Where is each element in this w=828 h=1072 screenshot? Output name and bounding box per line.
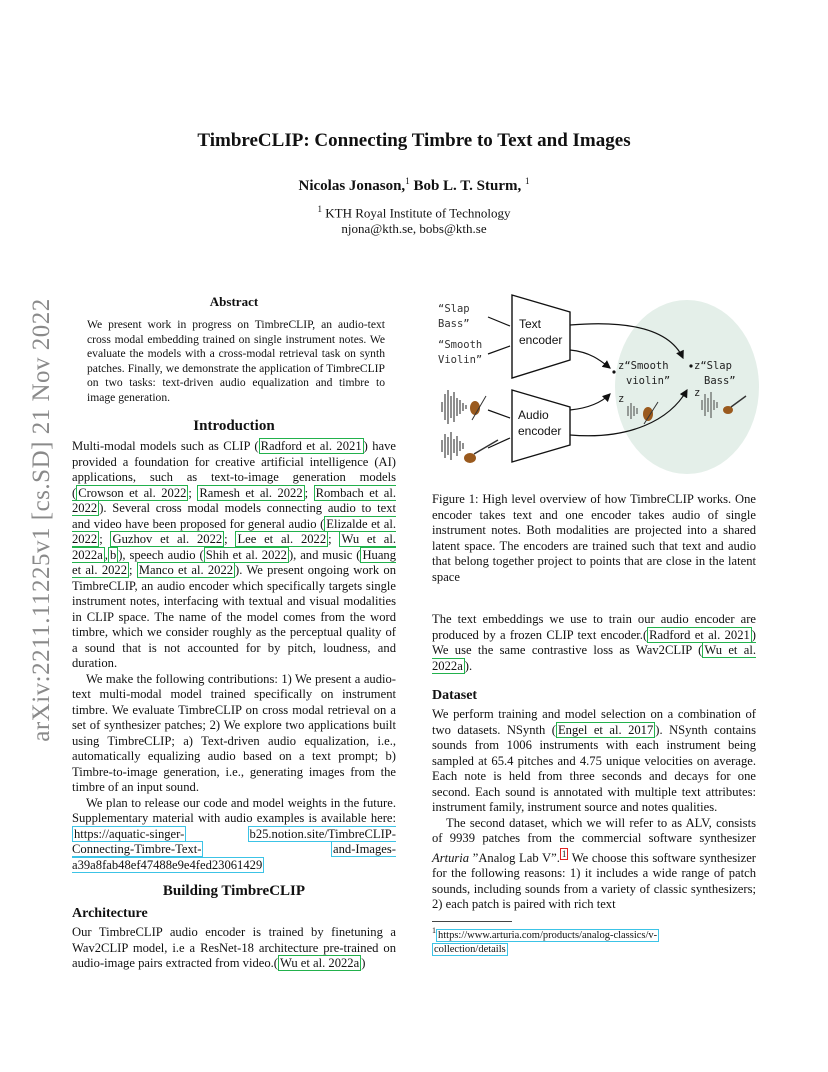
intro-paragraph-3: We plan to release our code and model weights in the future. Supplementary material with audio examples is available here: https://aquatic-singer- b25.notion.site/TimbreCLIP-Connecting-Timbre-Text- and-Images-a39a8fab48ef47488e9e4fed23061429 bbox=[72, 795, 396, 872]
dataset-paragraph-1: We perform training and model selection on a combination of two datasets. NSynth ( Engel et al. 2017 ). NSynth contains sounds from 1006 instruments with each instrument being sampled at 65.4 pitches and 4.75 unique velocities on average. Each note is held from three seconds and decays for one second. Each sound is annotated with multiple text attributes: instrument family, instrument source and notes qualities. bbox=[432, 707, 756, 814]
citation-link[interactable]: Engel et al. 2017 bbox=[557, 722, 654, 737]
citation-link[interactable]: Radford et al. 2021 bbox=[649, 627, 750, 642]
text-encoder-label: Text encoder bbox=[519, 317, 563, 347]
paper-title: TimbreCLIP: Connecting Timbre to Text and Images bbox=[197, 130, 631, 151]
dataset-paragraph-2: The second dataset, which we will refer to as ALV, consists of 9939 patches from the commercial software synthesizer Arturia ”Analog Lab V”. $^1$ We choose this software synthesizer for the following reasons: 1) it includes a wide range of patch sounds, including sounds from a variety of classic synthesizers; 2) each patch is paired with rich text bbox=[432, 815, 756, 912]
architecture-continued-paragraph: The text embeddings we use to train our audio encoder are produced by a frozen CLIP text encoder.( Radford et al. 2021 ) We use the same contrastive loss as Wav2CLIP ( Wu et al. 2022a ). bbox=[432, 612, 756, 673]
author-list bbox=[0, 176, 828, 195]
figure-1-caption: Figure 1: High level overview of how TimbreCLIP works. One encoder takes text and one encoder takes audio of single instrument notes. Both modalities are projected into a shared latent space. The encoders are trained such that text and audio that belong together project to points that are close in the latent space bbox=[432, 492, 756, 584]
citation-link[interactable]: Guzhov et al. 2022 bbox=[112, 532, 223, 546]
footnote-url-link[interactable]: https://www.arturia.com/products/analog-classics/v- bbox=[438, 929, 658, 941]
citation-link[interactable]: Rombach et al. 2022 bbox=[72, 485, 396, 515]
affiliation-mark: 1 bbox=[525, 176, 530, 186]
abstract-heading: Abstract bbox=[209, 294, 259, 309]
figure-1-diagram bbox=[430, 290, 760, 482]
supplementary-url-link[interactable]: https://aquatic-singer- bbox=[74, 826, 185, 841]
z-slap-bass-label: z“Slap Bass” bbox=[694, 360, 736, 387]
waveform-icon bbox=[442, 390, 466, 424]
slap-bass-input-label: “Slap Bass” bbox=[438, 303, 470, 330]
audio-encoder-label: Audio encoder bbox=[518, 408, 562, 438]
supplementary-url-link[interactable]: and-Images-a39a8fab48ef47488e9e4fed23061429 bbox=[72, 842, 396, 872]
arrow-line bbox=[488, 317, 510, 326]
citation-link[interactable]: Wu et al. 2022a bbox=[72, 532, 396, 562]
arxiv-id-text: arXiv:2211.11225v1 [cs.SD] 21 Nov 2022 bbox=[28, 298, 55, 742]
affiliation bbox=[0, 201, 828, 237]
latent-space-region bbox=[615, 300, 759, 474]
affiliation-mark: 1 bbox=[405, 176, 410, 186]
citation-link[interactable]: Elizalde et al. 2022 bbox=[72, 516, 396, 546]
z-audio-label: z bbox=[694, 387, 701, 399]
citation-link[interactable]: Manco et al. 2022 bbox=[138, 563, 234, 577]
citation-link[interactable]: Ramesh et al. 2022 bbox=[199, 485, 303, 500]
supplementary-url-link[interactable]: b25.notion.site/TimbreCLIP-Connecting-Timbre-Text- bbox=[72, 826, 396, 856]
embedding-arrow bbox=[570, 350, 610, 368]
footnote bbox=[432, 924, 756, 957]
author-name: Bob L. T. Sturm, bbox=[413, 178, 522, 194]
affiliation-mark: 1 bbox=[317, 204, 323, 214]
citation-link[interactable]: Wu et al. 2022a bbox=[279, 956, 360, 970]
z-audio-label: z bbox=[618, 393, 625, 405]
building-heading: Building TimbreCLIP bbox=[162, 883, 306, 899]
citation-link[interactable]: Crowson et al. 2022 bbox=[78, 485, 187, 500]
citation-link[interactable]: b bbox=[109, 547, 117, 562]
institute-name: KTH Royal Institute of Technology bbox=[325, 205, 511, 221]
citation-link[interactable]: Wu et al. 2022a bbox=[432, 643, 756, 673]
citation-link[interactable]: Huang et al. 2022 bbox=[72, 547, 397, 577]
arrow-line bbox=[488, 346, 510, 354]
architecture-paragraph: Our TimbreCLIP audio encoder is trained by finetuning a Wav2CLIP model, i.e a ResNet-18 architecture pre-trained on audio-image pairs extracted from video.( Wu et al. 2022a ) bbox=[72, 925, 396, 970]
intro-paragraph-1: Multi-modal models such as CLIP ( Radford et al. 2021 ) have provided a foundation for creative artificial intelligence (AI) applications, such as text-to-image generation models ( Crowson et al. 2022 ; Ramesh et al. 2022 ; Rombach et al. 2022 ). Several cross modal models connecting audio to text and video have been proposed for general audio ( Elizalde et al. 2022 ; Guzhov et al. 2022 ; Lee et al. 2022 ; Wu et al. 2022a , b ), speech audio ( Shih et al. 2022 ), and music ( Huang et al. 2022 ; Manco et al. 2022 ). We present ongoing work on TimbreCLIP, an audio encoder which specifically targets single instrument notes, interfacing with textual and visual modalities in CLIP space. The name of the model comes from the word timbre, which we consider roughly as the perceptual quality of a sound that is not accounted for by pitch, loudness, and duration. bbox=[72, 439, 397, 670]
author-emails: njona@kth.se, bobs@kth.se bbox=[341, 221, 487, 237]
embedding-arrow bbox=[570, 394, 610, 410]
introduction-heading: Introduction bbox=[193, 418, 275, 434]
z-smooth-violin-label: z“Smooth violin” bbox=[618, 360, 671, 387]
footnote-link[interactable]: 1 bbox=[561, 848, 567, 859]
abstract-text: We present work in progress on TimbreCLIP, an audio-text cross modal embedding trained on single instrument notes. We evaluate the models with a cross-modal retrieval task on synth patches. Finally, we demonstrate the application of TimbreCLIP on two tasks: text-driven audio equalization and timbre to image generation. bbox=[87, 318, 385, 404]
citation-link[interactable]: Radford et al. 2021 bbox=[260, 439, 362, 453]
citation-link[interactable]: Lee et al. 2022 bbox=[237, 532, 327, 546]
arrow-line bbox=[488, 438, 510, 448]
waveform-icon bbox=[442, 432, 463, 460]
latent-point bbox=[689, 364, 692, 367]
guitar-icon bbox=[464, 440, 498, 463]
latent-point bbox=[612, 370, 615, 373]
footnote-mark: 1 bbox=[432, 926, 436, 935]
intro-paragraph-2: We make the following contributions: 1) We present a audio-text multi-modal model trained specifically on instrument timbre. We evaluate TimbreCLIP on cross modal retrieval on a set of synthesizer patches; 2) We explore two applications built using TimbreCLIP; a) Text-driven audio equalization, i.e., automatically equalizing audio based on a text prompt; b) Timbre-to-image generation, i.e., generating images from the timbre of an input sound. bbox=[72, 671, 396, 794]
author-name: Nicolas Jonason, bbox=[298, 178, 406, 194]
footnote-divider bbox=[432, 921, 512, 922]
dataset-heading: Dataset bbox=[432, 688, 478, 703]
footnote-url-link[interactable]: collection/details bbox=[434, 943, 506, 955]
right-column bbox=[432, 612, 756, 913]
citation-link[interactable]: Shih et al. 2022 bbox=[205, 547, 287, 562]
left-column bbox=[72, 418, 396, 972]
architecture-heading: Architecture bbox=[72, 906, 148, 921]
arxiv-identifier bbox=[22, 280, 62, 760]
violin-icon bbox=[470, 396, 486, 420]
arrow-line bbox=[488, 410, 510, 418]
smooth-violin-input-label: “Smooth Violin” bbox=[438, 339, 483, 366]
